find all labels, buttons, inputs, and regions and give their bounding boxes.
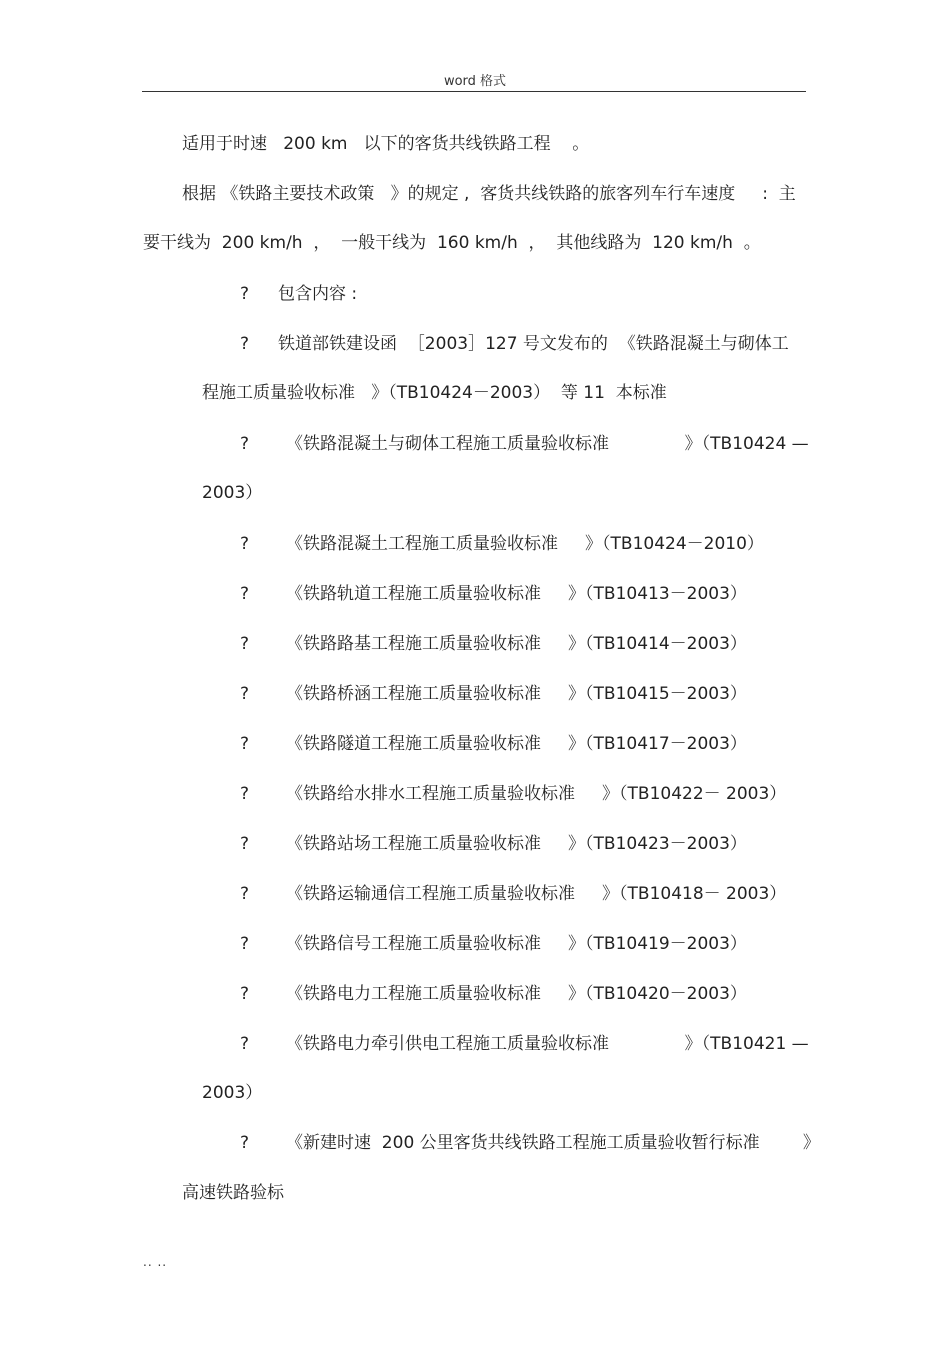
list-item: 《铁路电力工程施工质量验收标准 》（TB10420－2003） bbox=[286, 984, 747, 1004]
bullet-marker: ? bbox=[240, 1034, 250, 1054]
page-header: word 格式 bbox=[443, 74, 507, 89]
list-item: 《铁路电力牵引供电工程施工质量验收标准 》（TB10421 — bbox=[286, 1034, 809, 1054]
list-item: 《铁路隧道工程施工质量验收标准 》（TB10417－2003） bbox=[286, 734, 747, 754]
bullet-marker: ? bbox=[240, 284, 250, 304]
list-item: 《铁路混凝土工程施工质量验收标准 》（TB10424－2010） bbox=[286, 534, 764, 554]
contains-label: 包含内容 : bbox=[278, 284, 358, 304]
bullet-marker: ? bbox=[240, 684, 250, 704]
bullet-marker: ? bbox=[240, 1133, 250, 1153]
paragraph-scope: 适用于时速 200 km 以下的客货共线铁路工程 。 bbox=[182, 134, 590, 154]
standards-intro-line-2: 程施工质量验收标准 》（TB10424－2003） 等 11 本标准 bbox=[202, 383, 667, 403]
list-item: 《铁路站场工程施工质量验收标准 》（TB10423－2003） bbox=[286, 834, 747, 854]
list-item: 《铁路路基工程施工质量验收标准 》（TB10414－2003） bbox=[286, 634, 747, 654]
paragraph-policy-line-2: 要干线为 200 km/h ， 一般干线为 160 km/h ， 其他线路为 120 km/h 。 bbox=[143, 233, 761, 253]
list-item: 《铁路信号工程施工质量验收标准 》（TB10419－2003） bbox=[286, 934, 747, 954]
bullet-marker: ? bbox=[240, 884, 250, 904]
bullet-marker: ? bbox=[240, 984, 250, 1004]
list-item: 《铁路桥涵工程施工质量验收标准 》（TB10415－2003） bbox=[286, 684, 747, 704]
bullet-marker: ? bbox=[240, 734, 250, 754]
list-item-continuation: 2003） bbox=[202, 483, 263, 503]
bullet-marker: ? bbox=[240, 584, 250, 604]
list-item: 《新建时速 200 公里客货共线铁路工程施工质量验收暂行标准 》 bbox=[286, 1133, 820, 1153]
closing-line: 高速铁路验标 bbox=[182, 1183, 284, 1203]
bullet-marker: ? bbox=[240, 784, 250, 804]
list-item: 《铁路混凝土与砌体工程施工质量验收标准 》（TB10424 — bbox=[286, 434, 809, 454]
bullet-marker: ? bbox=[240, 534, 250, 554]
bullet-marker: ? bbox=[240, 934, 250, 954]
list-item: 《铁路给水排水工程施工质量验收标准 》（TB10422－ 2003） bbox=[286, 784, 787, 804]
list-item: 《铁路运输通信工程施工质量验收标准 》（TB10418－ 2003） bbox=[286, 884, 787, 904]
bullet-marker: ? bbox=[240, 334, 250, 354]
list-item: 《铁路轨道工程施工质量验收标准 》（TB10413－2003） bbox=[286, 584, 747, 604]
list-item-continuation: 2003） bbox=[202, 1083, 263, 1103]
bullet-marker: ? bbox=[240, 634, 250, 654]
bullet-marker: ? bbox=[240, 834, 250, 854]
bullet-marker: ? bbox=[240, 434, 250, 454]
standards-intro-line-1: 铁道部铁建设函 ［2003］127 号文发布的 《铁路混凝土与砌体工 bbox=[278, 334, 789, 354]
page-footer: .. .. bbox=[143, 1255, 168, 1269]
header-divider bbox=[142, 91, 806, 92]
paragraph-policy-line-1: 根据 《铁路主要技术政策 》的规定 , 客货共线铁路的旅客列车行车速度 : 主 bbox=[182, 184, 796, 204]
